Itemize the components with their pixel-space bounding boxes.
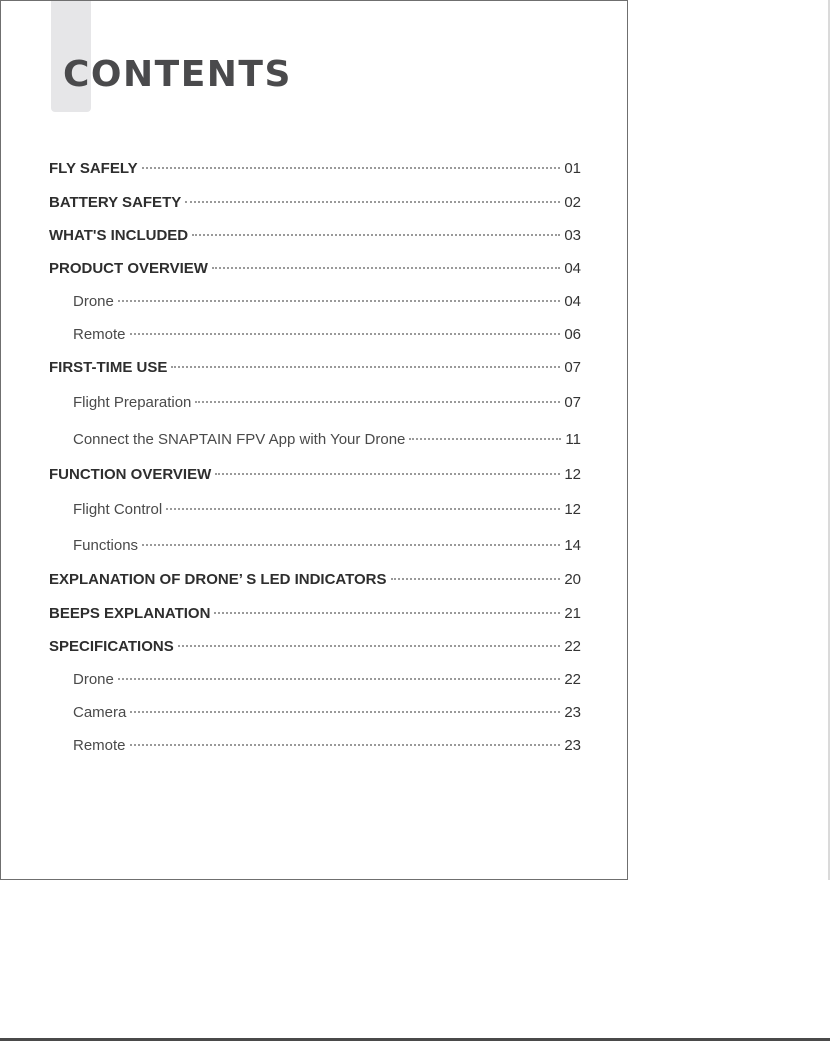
toc-entry[interactable] [73,431,581,449]
toc-entry-label: Remote [73,326,126,343]
page-title: CONTENTS [63,54,292,95]
toc-entry[interactable] [49,571,581,589]
toc-dot-leader [142,167,561,169]
toc-entry-label: Flight Preparation [73,394,192,411]
toc-entry-label: Camera [73,704,127,721]
toc-entry-label: Drone [73,671,114,688]
toc-entry-label: SPECIFICATIONS [49,638,174,655]
toc-page-number: 04 [564,260,581,277]
toc-dot-leader [130,711,560,713]
toc-dot-leader [195,401,560,403]
toc-dot-leader [142,544,560,546]
toc-entry-label: EXPLANATION OF DRONE’ S LED INDICATORS [49,571,387,588]
toc-page-number: 07 [564,394,581,411]
toc-page-number: 02 [564,194,581,211]
toc-entry[interactable] [73,501,581,519]
toc-entry-label: Functions [73,537,139,554]
toc-dot-leader [130,744,561,746]
toc-dot-leader [409,438,561,440]
toc-page-number: 11 [565,431,581,448]
toc-entry[interactable] [73,737,581,755]
toc-entry[interactable] [49,227,581,245]
toc-page-number: 01 [564,160,581,177]
toc-entry-label: BEEPS EXPLANATION [49,605,211,622]
toc-page-number: 04 [564,293,581,310]
toc-entry[interactable] [73,671,581,689]
toc-entry-label: WHAT'S INCLUDED [49,227,189,244]
toc-entry[interactable] [49,194,581,212]
toc-dot-leader [214,612,560,614]
toc-page-number: 22 [564,638,581,655]
toc-dot-leader [130,333,561,335]
toc-page-number: 12 [564,466,581,483]
toc-entry-label: Flight Control [73,501,163,518]
toc-entry[interactable] [49,466,581,484]
toc-entry[interactable] [49,359,581,377]
toc-page-number: 03 [564,227,581,244]
toc-entry[interactable] [49,605,581,623]
toc-dot-leader [118,300,560,302]
toc-page-number: 12 [564,501,581,518]
toc-entry-label: Connect the SNAPTAIN FPV App with Your Drone [73,431,406,448]
toc-entry[interactable] [73,537,581,555]
toc-dot-leader [215,473,560,475]
toc-page-number: 23 [564,737,581,754]
toc-page-number: 14 [564,537,581,554]
toc-entry[interactable] [73,704,581,722]
toc-entry[interactable] [73,293,581,311]
toc-dot-leader [391,578,561,580]
toc-dot-leader [171,366,560,368]
toc-entry-label: BATTERY SAFETY [49,194,182,211]
toc-dot-leader [192,234,560,236]
toc-page-number: 21 [564,605,581,622]
toc-entry[interactable] [49,160,581,178]
toc-dot-leader [185,201,560,203]
toc-dot-leader [166,508,560,510]
toc-page-number: 20 [564,571,581,588]
toc-dot-leader [212,267,560,269]
toc-entry-label: Remote [73,737,126,754]
toc-page-number: 22 [564,671,581,688]
toc-entry-label: FIRST-TIME USE [49,359,168,376]
toc-entry[interactable] [73,326,581,344]
toc-entry[interactable] [49,638,581,656]
toc-entry[interactable] [73,394,581,412]
toc-entry-label: Drone [73,293,114,310]
toc-dot-leader [178,645,561,647]
toc-page-number: 07 [564,359,581,376]
toc-dot-leader [118,678,560,680]
toc-entry-label: FLY SAFELY [49,160,138,177]
toc-entry-label: PRODUCT OVERVIEW [49,260,208,277]
toc-page-number: 06 [564,326,581,343]
toc-entry-label: FUNCTION OVERVIEW [49,466,212,483]
toc-page-number: 23 [564,704,581,721]
toc-entry[interactable] [49,260,581,278]
